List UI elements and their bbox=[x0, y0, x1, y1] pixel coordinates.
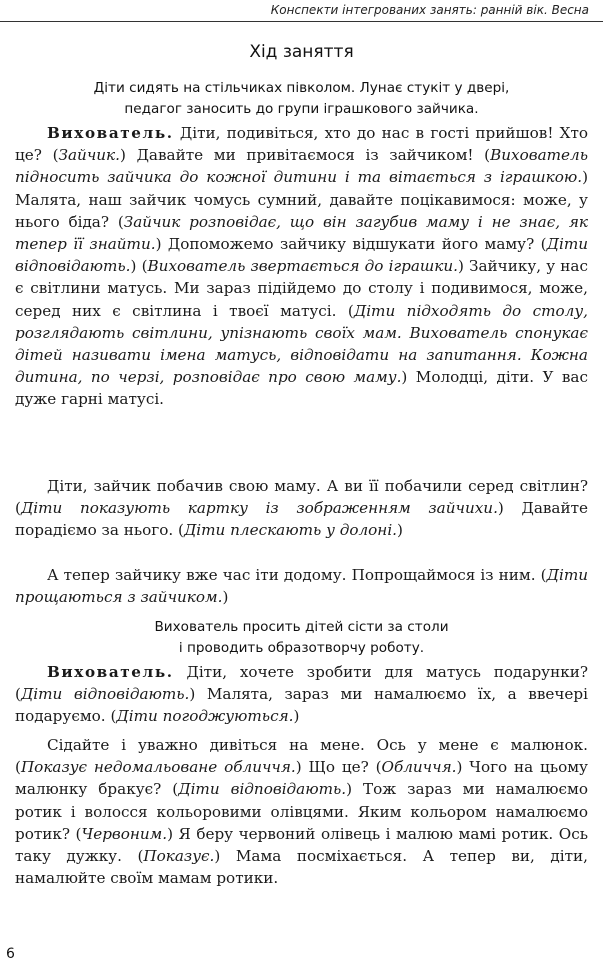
text-run: ) Давайте ми привітаємося із зайчиком! ( bbox=[119, 146, 491, 165]
speaker-label: Вихователь. bbox=[47, 663, 174, 681]
text-run: Сідайте і уважно дивіться на мене. Ось у мене є малюнок. ( bbox=[15, 736, 588, 777]
italic-remark: Зайчик. bbox=[58, 146, 120, 165]
text-run: ) bbox=[293, 707, 300, 726]
text-run: ) Що це? ( bbox=[295, 758, 382, 777]
italic-remark: Показує недомальоване обличчя. bbox=[20, 758, 296, 777]
italic-remark: Діти показують картку із зображенням зайчихи. bbox=[20, 499, 498, 518]
text-run: ) Молодці, діти. У вас дуже гарні матусі. bbox=[15, 368, 588, 409]
text-run: ) Тож зараз ми намалюємо ротик і волосся кольоровими олівцями. Яким кольором намалюємо ротик? ( bbox=[15, 780, 588, 843]
text-run: ) Давайте порадіємо за нього. ( bbox=[15, 499, 588, 540]
speaker-label: Вихователь. bbox=[47, 124, 174, 142]
stage-direction-line: Вихователь просить дітей сісти за столи bbox=[154, 619, 449, 635]
italic-remark: Діти відповідають. bbox=[20, 685, 190, 704]
page-number: 6 bbox=[6, 946, 15, 962]
italic-remark: Вихователь звертається до іграшки. bbox=[147, 257, 458, 276]
stage-direction-line: Діти сидять на стільчиках півколом. Лунає стукіт у двері, bbox=[93, 80, 510, 96]
italic-remark: Діти прощаються з зайчиком. bbox=[15, 566, 588, 607]
italic-remark: Діти погоджуються. bbox=[116, 707, 294, 726]
text-run: ) Допоможемо зайчику відшукати його маму? ( bbox=[155, 235, 547, 254]
italic-remark: Діти відповідають. bbox=[15, 235, 588, 276]
paragraph bbox=[15, 661, 588, 728]
text-run: ) Малята, наш зайчик чомусь сумний, давайте поцікавимося: може, у нього біда? ( bbox=[15, 168, 588, 231]
italic-remark: Діти плескають у долоні. bbox=[183, 521, 398, 540]
stage-direction-line: педагог заносить до групи іграшкового зайчика. bbox=[124, 101, 479, 117]
running-title: Конспекти інтегрованих занять: ранній вік. Весна bbox=[270, 3, 589, 17]
text-run: ) Зайчику, у нас є світлини матусь. Ми зараз підійдемо до столу і подивимося, може, серед них є світлина і твоєї матусі. ( bbox=[15, 257, 588, 320]
italic-remark: Червоним. bbox=[81, 824, 168, 843]
italic-remark: Вихователь підносить зайчика до кожної дитини і та вітається з іграшкою. bbox=[15, 146, 588, 187]
text-run: ) bbox=[222, 588, 229, 607]
paragraph bbox=[15, 475, 588, 542]
text-run: ) Мама посміхається. А тепер ви, діти, намалюйте своїм мамам ротики. bbox=[15, 847, 588, 888]
paragraph bbox=[15, 734, 588, 889]
stage-direction bbox=[30, 617, 573, 659]
paragraph bbox=[15, 564, 588, 608]
stage-direction bbox=[30, 78, 573, 120]
italic-remark: Зайчик розповідає, що він загубив маму і не знає, як тепер її знайти. bbox=[15, 212, 589, 254]
running-header bbox=[0, 0, 603, 22]
italic-remark: Показує. bbox=[143, 847, 215, 866]
italic-remark: Діти підходять до столу, розглядають світлини, упізнають своїх мам. Вихователь спонукає дітей називати імена матусь, відповідати на запитання. Кожна дитина, по черзі, розповідає про свою маму. bbox=[15, 301, 588, 387]
text-run: Діти, зайчик побачив свою маму. А ви її побачили серед світлин? ( bbox=[15, 477, 588, 518]
text-run: ) bbox=[397, 521, 403, 540]
text-run: ) Чого на цьому малюнку бракує? ( bbox=[15, 758, 588, 799]
text-run: Діти, подивіться, хто до нас в гості прийшов! Хто це? ( bbox=[15, 124, 588, 165]
text-run: ) Малята, зараз ми намалюємо їх, а ввечері подаруємо. ( bbox=[15, 685, 588, 726]
text-run: ) Я беру червоний олівець і малюю мамі ротик. Ось таку дужку. ( bbox=[15, 824, 588, 866]
text-run: Діти, хочете зробити для матусь подарунки? ( bbox=[15, 663, 588, 704]
text-run: А тепер зайчику вже час іти додому. Попрощаймося із ним. ( bbox=[47, 566, 547, 584]
text-run: ) ( bbox=[130, 257, 148, 276]
italic-remark: Обличчя. bbox=[381, 758, 457, 777]
stage-direction-line: і проводить образотворчу роботу. bbox=[178, 640, 425, 656]
italic-remark: Діти відповідають. bbox=[178, 780, 347, 799]
section-title: Хід заняття bbox=[249, 42, 354, 62]
paragraph bbox=[15, 122, 588, 411]
